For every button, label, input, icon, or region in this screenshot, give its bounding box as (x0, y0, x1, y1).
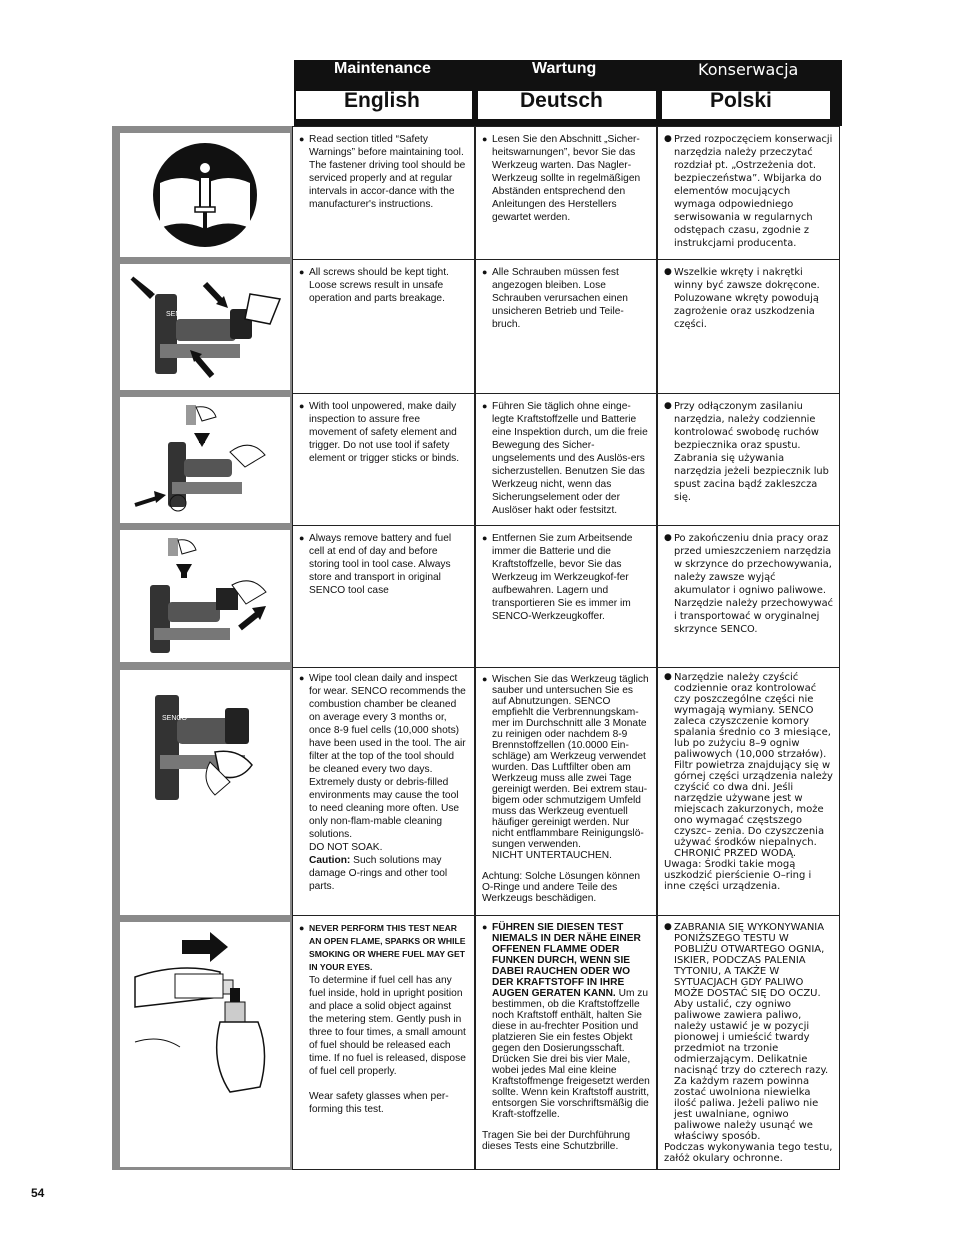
row-6-de: ● FÜHREN SIE DIESEN TEST NIEMALS IN DER NÄHE EINER OFFENEN FLAMME ODER FUNKEN DURCH, WENN SIE DABEI RAUCHEN ODER WO DER KRAFTSTOFF IN IHRE AUGEN GERATEN KANN. Um zu bestimmen, ob die Kraftstoffzelle noch Kraftstoff enthält, halten Sie diese in au-frechter Position und platzieren Sie ein festes Objekt gegen den Dosierungsschaft. Drücken Sie drei bis vier Male, wobei jedes Mal eine kleine Kraftstoffmenge freigesetzt werden sollte. Wenn kein Kraftstoff austritt, entsorgen Sie vorschriftsmäßig die Kraft-stoffzelle. Tragen Sie bei der Durchführung dieses Tests eine Schutzbrille. (475, 916, 657, 1170)
bullet-icon: ● (299, 673, 305, 683)
bullet-icon: ● (299, 134, 305, 144)
bullet-icon: ● (482, 401, 488, 411)
illustration-tighten-screws (120, 264, 290, 390)
section-title-en: Maintenance (334, 60, 431, 77)
row-3-de: ● Führen Sie täglich ohne einge-legte Kraftstoffzelle und Batterie eine Inspektion durch, um die freie Bewegung des Sicher-ungselements und des Auslös-ers sicherzustellen. Benutzen Sie das Werkzeug nicht, wenn das Sicherungselement oder der Auslöser hakt oder festsitzt. (475, 394, 657, 526)
header-bar (294, 60, 842, 126)
row-4-pl: ● Po zakończeniu dnia pracy oraz przed umieszczeniem narzędzia w skrzynce do przechowywania, należy zawsze wyjąć akumulator i ogniwo paliwowe. Narzędzie należy przechowywać i transportować w oryginalnej skrzynce SENCO. (657, 526, 840, 668)
row-4-en: ● Always remove battery and fuel cell at end of day and before storing tool in tool case. Always store and transport in original SENCO tool case (292, 526, 475, 668)
bullet-icon: ● (482, 267, 488, 277)
bullet-icon: ● (299, 401, 305, 411)
bullet-icon: ● (664, 267, 672, 277)
row-6-pl: ● ZABRANIA SIĘ WYKONYWANIA PONIŻSZEGO TESTU W POBLIŻU OTWARTEGO OGNIA, ISKIER, PODCZAS PALENIA TYTONIU, A TAKŻE W SYTUACJACH GDY PALIWO MOŻE DOSTAĆ SIĘ DO OCZU. Aby ustalić, czy ogniwo paliwowe zawiera paliwo, należy ustawić je w pozycji pionowej i umieścić twardy przedmiot na trzonie odmierzającym. Delikatnie nacisnąć trzy do czterech razy. Za każdym razem powinna zostać uwolniona niewielka ilość paliwa. Jeżeli paliwo nie jest uwalniane, ogniwo paliwowe należy usunąć we właściwy sposób. Podczas wykonywania tego testu, załóż okulary ochronne. (657, 916, 840, 1170)
bullet-icon: ● (299, 533, 305, 543)
language-de: Deutsch (520, 89, 603, 112)
row-2-de: ● Alle Schrauben müssen fest angezogen bleiben. Lose Schrauben verursachen einen unsicheren Betrieb und Teile-bruch. (475, 260, 657, 394)
tool-brand-label: SENCO (166, 311, 191, 318)
row-1-de: ● Lesen Sie den Abschnitt „Sicher-heitswarnungen”, bevor Sie das Werkzeug warten. Das Nagler-Werkzeug sollte in regelmäßigen Abständen entsprechend den Anleitungen des Herstellers gewartet werden. (475, 126, 657, 260)
row-6-en: ● NEVER PERFORM THIS TEST NEAR AN OPEN FLAME, SPARKS OR WHILE SMOKING OR WHERE FUEL MAY GET IN YOUR EYES. To determine if fuel cell has any fuel inside, hold in upright position and place a solid object against the metering stem. Gently push in three to four times, a small amount of fuel should be released each time. If no fuel is released, dispose of fuel cell properly. Wear safety glasses when per-forming this test. (292, 916, 475, 1170)
row-3-en: ● With tool unpowered, make daily inspection to assure free movement of safety element and trigger. Do not use tool if safety element or trigger sticks or binds. (292, 394, 475, 526)
bullet-icon: ● (664, 401, 672, 411)
bullet-icon: ● (482, 533, 488, 543)
row-1-pl: ● Przed rozpoczęciem konserwacji narzędzia należy przeczytać rozdział pt. „Ostrzeżenia dot. bezpieczeństwa”. Wbijarka do elementów mocujących wymaga odpowiedniego serwisowania w regularnych odstępach czasu, zgodnie z instrukcjami producenta. (657, 126, 840, 260)
bullet-icon: ● (664, 922, 672, 932)
row-5-de: ● Wischen Sie das Werkzeug täglich sauber und untersuchen Sie es auf Abnutzungen. SENCO empfiehlt die Verbrennungskam-mer im Durchschnitt alle 3 Monate zu reinigen oder nachdem 8-9 Brennstoffzellen (10.0000 Ein-schläge) am Werkzeug verwendet wurden. Das Luftfilter oben am Werkzeug muss alle zwei Tage gereinigt werden. Bei extrem stau-bigem oder schmutzigem Umfeld muss das Werkzeug eventuell häufiger gereinigt werden. Nur nicht entflammbare Reinigungslö-sungen verwenden. NICHT UNTERTAUCHEN. Achtung: Solche Lösungen können O-Ringe und andere Teile des Werkzeugs beschädigen. (475, 668, 657, 916)
row-5-pl: ● Narzędzie należy czyścić codziennie oraz kontrolować czy poszczególne części nie wymagają wymiany. SENCO zaleca czyszczenie komory spalania średnio co 3 miesiące, lub po zużyciu 8–9 ogniw paliwowych (10,000 strzałów). Filtr powietrza znajdujący się w górnej części urządzenia należy czyścić co dwa dni. Jeśli narzędzie używane jest w miejscach zakurzonych, może ono wymagać częstszego czyszc– zenia. Do czyszczenia używać środków niepalnych. CHRONIĆ PRZED WODĄ. Uwaga: Środki takie mogą uszkodzić pierścienie O–ring i inne części urządzenia. (657, 668, 840, 916)
row-5-en: ● Wipe tool clean daily and inspect for wear. SENCO recommends the combustion chamber be cleaned on average every 3 months or, once 8-9 fuel cells (10,000 shots) have been used in the tool. The air filter at the top of the tool should be cleaned every two days. Extremely dusty or debris-filled environments may cause the tool to need cleaning more often. Use only non-flam-mable cleaning solutions. DO NOT SOAK. Caution: Such solutions may damage O-rings and other tool parts. (292, 668, 475, 916)
row-2-en: ● All screws should be kept tight. Loose screws result in unsafe operation and parts breakage. (292, 260, 475, 394)
tool-brand-label: SENCO (162, 715, 187, 722)
bullet-icon: ● (299, 923, 305, 933)
row-2-pl: ● Wszelkie wkręty i nakrętki winny być zawsze dokręcone. Poluzowane wkręty powodują zagrożenie oraz uszkodzenia części. (657, 260, 840, 394)
illustration-daily-inspection (120, 397, 290, 523)
section-title-pl: Konserwacja (698, 60, 799, 79)
bullet-icon: ● (664, 134, 672, 144)
language-divider (656, 91, 662, 119)
row-4-de: ● Entfernen Sie zum Arbeitsende immer die Batterie und die Kraftstoffzelle, bevor Sie das Werkzeug im Werkzeugkof-fer aufbewahren. Lagern und transportieren Sie es immer im SENCO-Werkzeugkoffer. (475, 526, 657, 668)
instruction-table (292, 126, 840, 1170)
illustration-info-book (120, 133, 290, 257)
bullet-icon: ● (664, 672, 672, 682)
row-3-pl: ● Przy odłączonym zasilaniu narzędzia, należy codziennie kontrolować swobodę ruchów bezpiecznika oraz spustu. Zabrania się używania narzędzia jeżeli bezpiecznik lub spust zacina bądź zakleszcza się. (657, 394, 840, 526)
language-divider (472, 91, 478, 119)
illustration-wipe-clean (120, 670, 290, 915)
illustration-fuel-cell-test (120, 922, 290, 1167)
bullet-icon: ● (299, 267, 305, 277)
language-pl: Polski (710, 89, 772, 112)
bullet-icon: ● (664, 533, 672, 543)
bullet-icon: ● (482, 674, 488, 684)
row-1-en: ● Read section titled “Safety Warnings” before maintaining tool. The fastener driving tool should be serviced properly and at regular intervals in accor-dance with the manufacturer's instructions. (292, 126, 475, 260)
bullet-icon: ● (482, 922, 488, 932)
page-number: 54 (31, 1186, 45, 1200)
section-title-de: Wartung (532, 60, 597, 77)
bullet-icon: ● (482, 134, 488, 144)
language-en: English (344, 89, 420, 112)
illustration-remove-battery (120, 530, 290, 662)
